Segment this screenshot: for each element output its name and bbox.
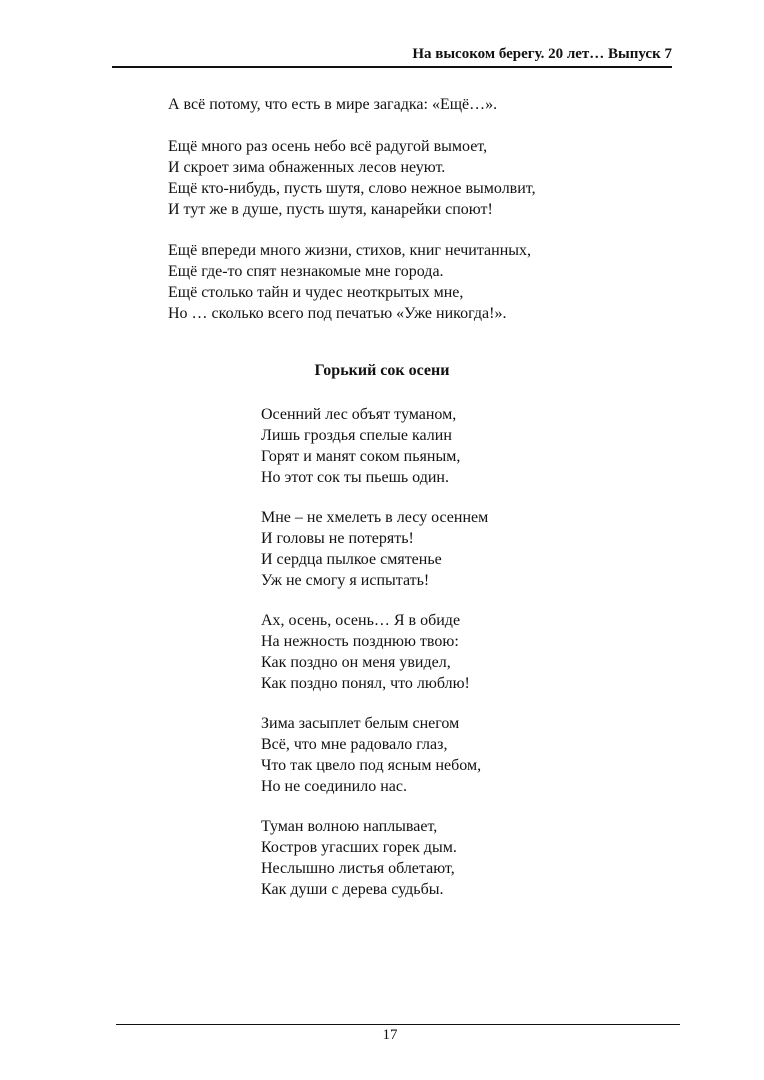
- poem-line: Лишь гроздья спелые калин: [261, 427, 452, 444]
- poem-line: Но этот сок ты пьешь один.: [261, 469, 449, 486]
- footer-divider: [116, 1024, 680, 1025]
- poem-stanza-2: [261, 507, 488, 591]
- poem-stanza-5: [261, 816, 457, 900]
- poem-line: Мне – не хмелеть в лесу осеннем: [261, 509, 489, 526]
- poem-line: Неслышно листья облетают,: [261, 860, 455, 877]
- poem-line: На нежность позднюю твою:: [261, 633, 459, 650]
- poem-line: Туман волною наплывает,: [261, 818, 438, 835]
- previous-poem-stanza-1: [168, 94, 497, 115]
- poem-line: Но … сколько всего под печатью «Уже никогда!».: [168, 305, 507, 322]
- poem-line: Что так цвело под ясным небом,: [261, 757, 482, 774]
- poem-line: Ещё впереди много жизни, стихов, книг нечитанных,: [168, 242, 532, 259]
- poem-line: И головы не потерять!: [261, 530, 414, 547]
- previous-poem-stanza-3: [168, 240, 531, 324]
- poem-line: Ещё столько тайн и чудес неоткрытых мне,: [168, 284, 464, 301]
- poem-line: И тут же в душе, пусть шутя, канарейки споют!: [168, 201, 493, 218]
- poem-line: Уж не смогу я испытать!: [261, 572, 430, 589]
- poem-line: А всё потому, что есть в мире загадка: «Ещё…».: [168, 96, 498, 113]
- poem-line: Как поздно он меня увидел,: [261, 654, 451, 671]
- poem-line: Осенний лес объят туманом,: [261, 406, 457, 423]
- header-divider: [112, 66, 672, 68]
- poem-line: Горят и манят соком пьяным,: [261, 448, 461, 465]
- poem-line: Ах, осень, осень… Я в обиде: [261, 612, 461, 629]
- poem-stanza-3: [261, 610, 470, 694]
- poem-line: И скроет зима обнаженных лесов неуют.: [168, 159, 446, 176]
- poem-line: Как поздно понял, что люблю!: [261, 675, 470, 692]
- poem-stanza-4: [261, 713, 481, 797]
- poem-line: Костров угасших горек дым.: [261, 839, 457, 856]
- poem-line: Как души с дерева судьбы.: [261, 881, 444, 898]
- poem-line: Зима засыплет белым снегом: [261, 715, 460, 732]
- poem-line: Ещё много раз осень небо всё радугой вымоет,: [168, 138, 488, 155]
- poem-stanza-1: [261, 404, 460, 488]
- poem-line: И сердца пылкое смятенье: [261, 551, 442, 568]
- poem-line: Но не соединило нас.: [261, 778, 407, 795]
- running-header-title: На высоком берегу. 20 лет… Выпуск 7: [412, 46, 672, 62]
- poem-line: Ещё кто-нибудь, пусть шутя, слово нежное вымолвит,: [168, 180, 536, 197]
- page-number: 17: [382, 1027, 398, 1043]
- poem-line: Всё, что мне радовало глаз,: [261, 736, 448, 753]
- poem-line: Ещё где-то спят незнакомые мне города.: [168, 263, 444, 280]
- poem-title: Горький сок осени: [314, 362, 450, 379]
- previous-poem-stanza-2: [168, 136, 536, 220]
